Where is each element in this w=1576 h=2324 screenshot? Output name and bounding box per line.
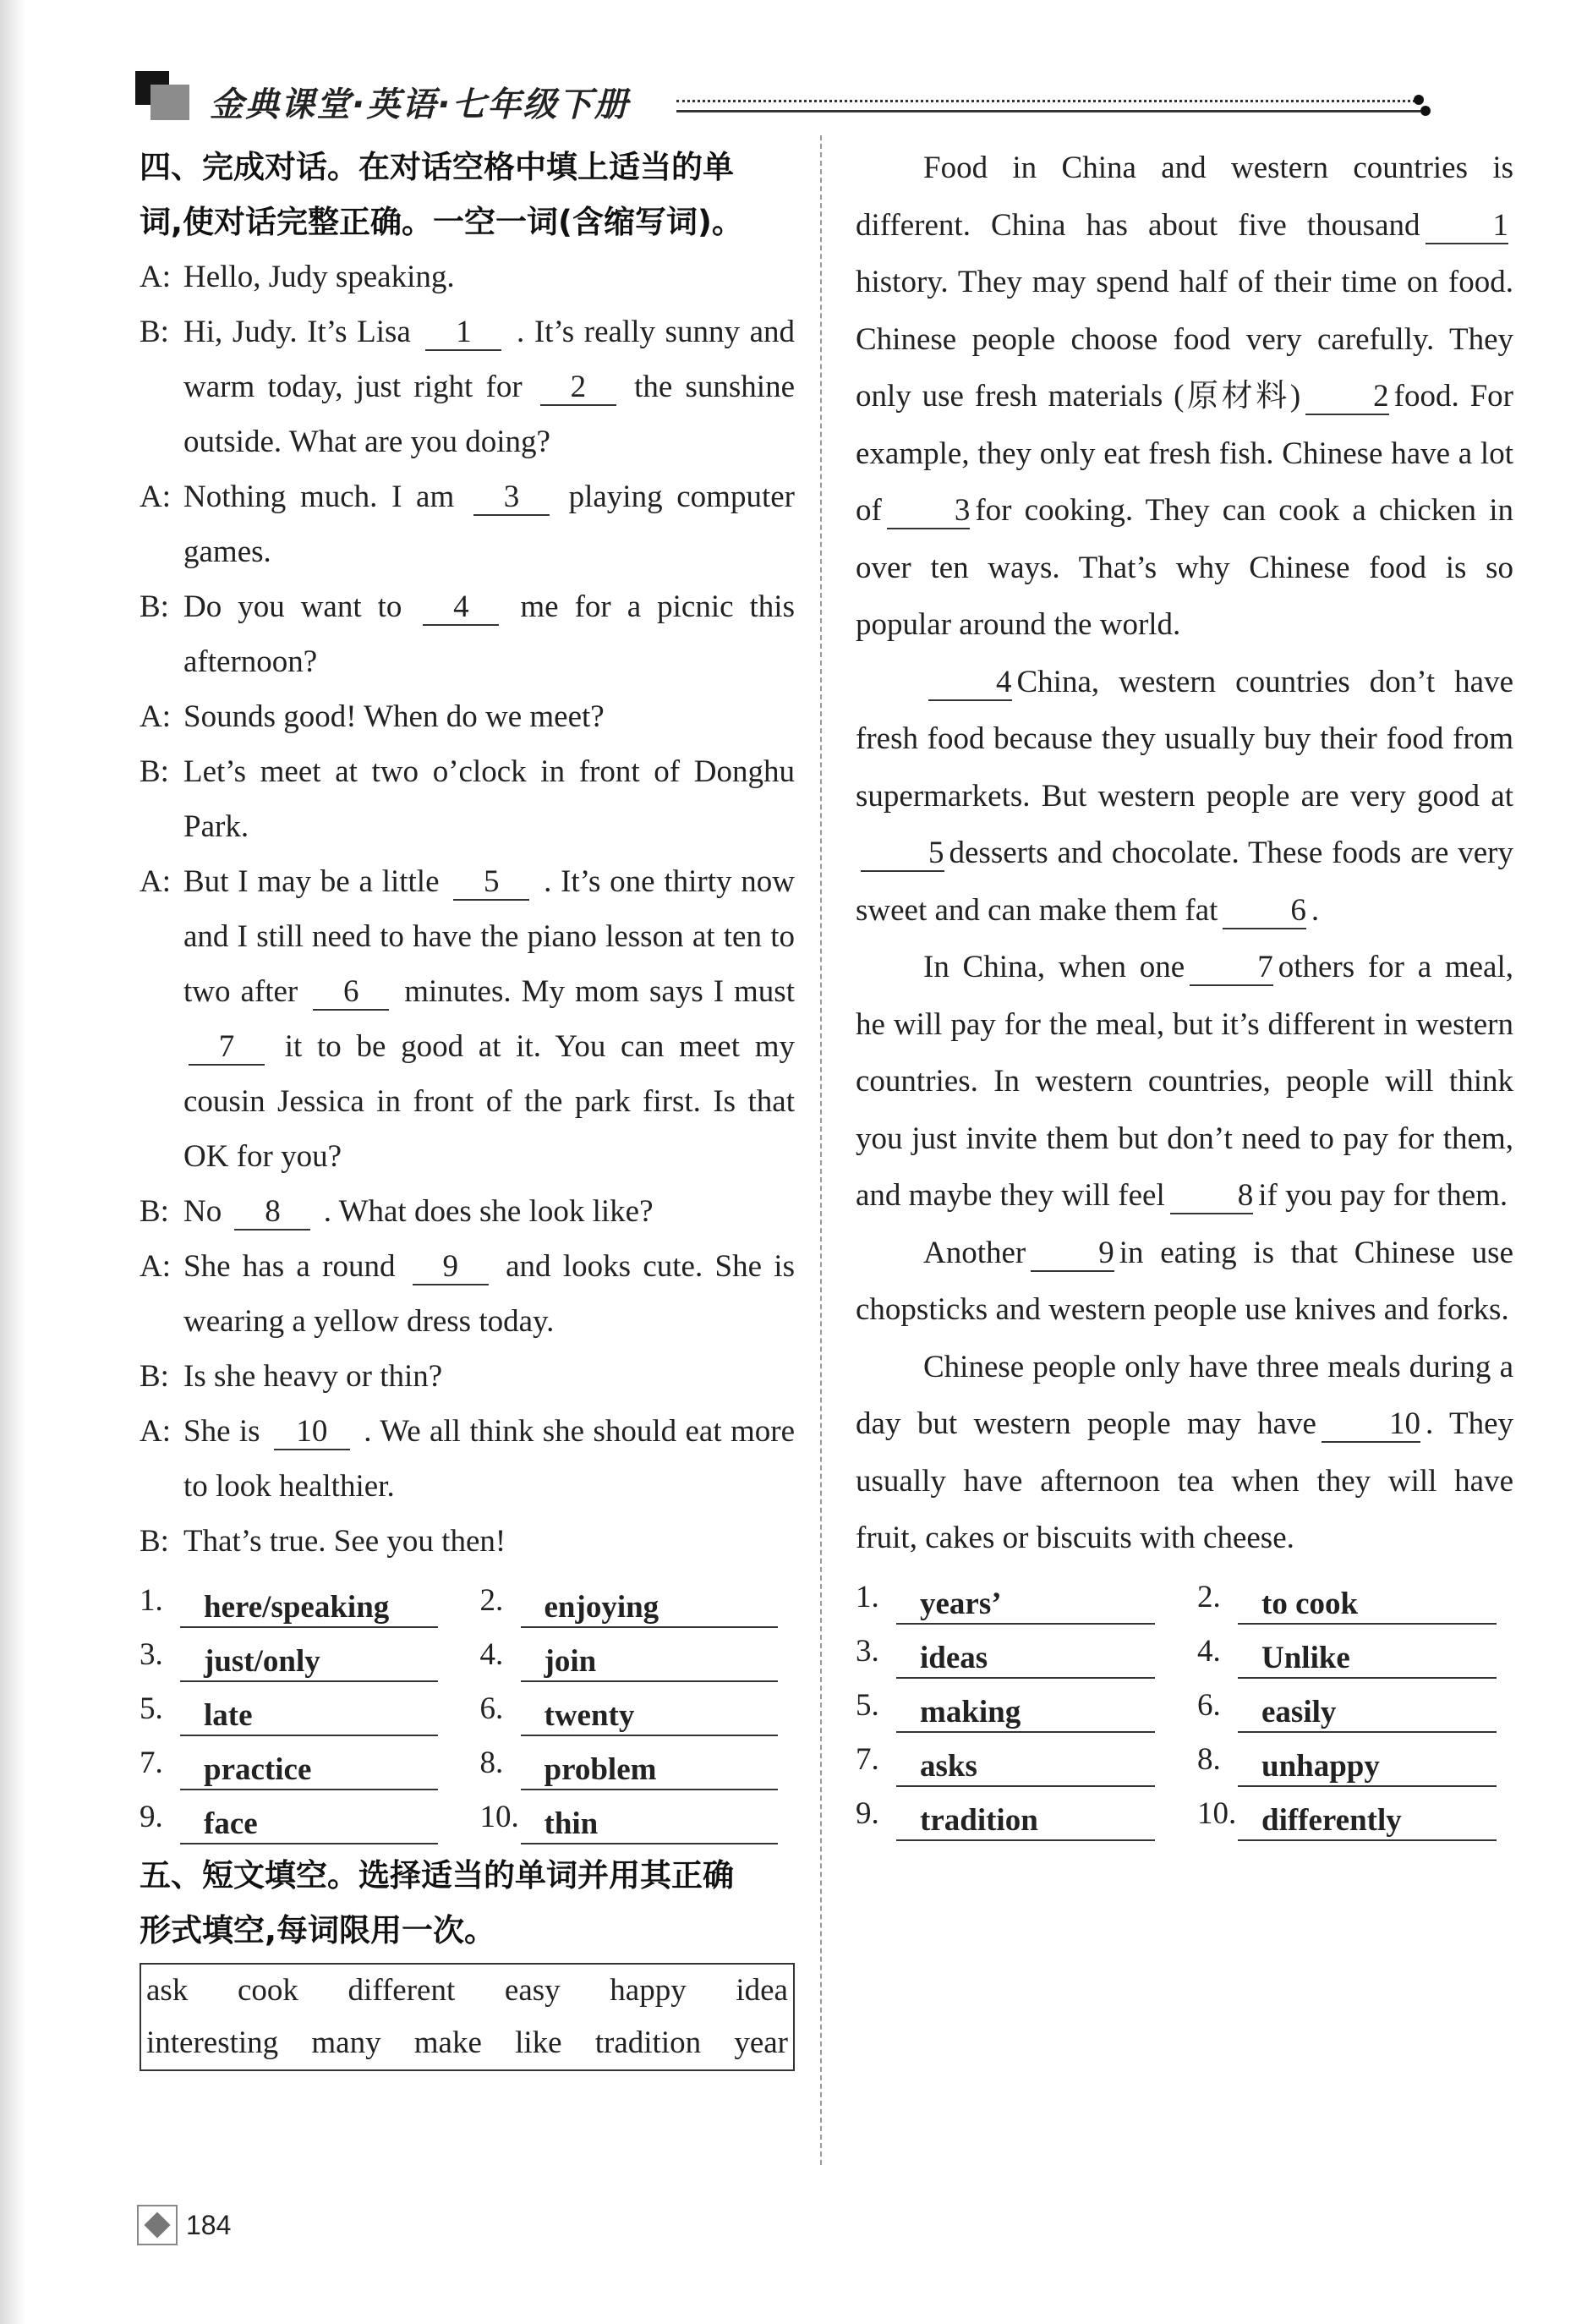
answer-word: twenty bbox=[521, 1697, 779, 1736]
answer-item bbox=[1197, 1625, 1513, 1679]
passage-paragraph bbox=[856, 1225, 1513, 1339]
answer-number: 5. bbox=[140, 1691, 163, 1726]
word-bank-word: ask bbox=[146, 1973, 189, 2008]
answer-number: 3. bbox=[856, 1633, 879, 1669]
passage-text: history. They may spend half of their time on food. Chinese people choose food very carefully. They only use fresh materials (原材料) bbox=[856, 265, 1513, 414]
speaker-label: A: bbox=[140, 480, 171, 514]
dialogue-line bbox=[140, 469, 795, 579]
answer-number: 9. bbox=[140, 1800, 163, 1834]
answer-word: asks bbox=[896, 1748, 1155, 1787]
right-column bbox=[856, 140, 1513, 1841]
answer-number: 3. bbox=[140, 1637, 163, 1672]
answer-item bbox=[140, 1736, 455, 1790]
passage-text: for cooking. They can cook a chicken in over ten ways. That’s why Chinese food is so popular around the world. bbox=[856, 493, 1513, 642]
answer-item bbox=[856, 1679, 1172, 1733]
page-header bbox=[135, 66, 1437, 125]
word-bank-word: like bbox=[515, 2025, 562, 2060]
word-bank-word: cook bbox=[237, 1973, 298, 2008]
dialogue-text: . It’s really sunny and warm today, just right for bbox=[183, 315, 796, 404]
answer-number: 8. bbox=[1197, 1741, 1221, 1777]
passage-text: others for a meal, he will pay for the meal, but it’s different in western countries. In western countries, people will think you just invite them but don’t need to pay for them, and maybe they will feel bbox=[856, 950, 1513, 1213]
blank-number: 5 bbox=[861, 836, 944, 872]
answer-item bbox=[480, 1628, 796, 1682]
answer-word: here/speaking bbox=[180, 1589, 438, 1628]
blank-number: 2 bbox=[1305, 380, 1389, 415]
answer-word: to cook bbox=[1238, 1586, 1497, 1625]
dialogue-text: Hello, Judy speaking. bbox=[183, 260, 455, 294]
word-bank-row-2 bbox=[146, 2017, 788, 2069]
answer-word: differently bbox=[1238, 1802, 1497, 1841]
answer-number: 1. bbox=[856, 1579, 879, 1614]
answer-word: years’ bbox=[896, 1586, 1155, 1625]
passage-text: Food in China and western countries is different. China has about five thousand bbox=[856, 151, 1513, 243]
answer-word: thin bbox=[521, 1806, 779, 1844]
answer-word: just/only bbox=[180, 1643, 438, 1682]
answer-number: 7. bbox=[140, 1746, 163, 1780]
blank-number: 6 bbox=[313, 975, 389, 1011]
header-dotted-rule bbox=[676, 100, 1420, 102]
page-footer bbox=[137, 2205, 231, 2245]
answer-item bbox=[856, 1787, 1172, 1841]
answer-item bbox=[856, 1625, 1172, 1679]
dialogue-text: Do you want to bbox=[183, 589, 419, 624]
dialogue-text: it to be good at it. You can meet my cousin Jessica in front of the park first. Is that OK for you? bbox=[183, 1029, 795, 1174]
word-bank-word: happy bbox=[610, 1973, 687, 2008]
dialogue-text: Sounds good! When do we meet? bbox=[183, 699, 605, 734]
speaker-label: B: bbox=[140, 1524, 169, 1559]
answer-word: practice bbox=[180, 1751, 438, 1790]
word-bank-word: idea bbox=[736, 1973, 788, 2008]
passage-text: desserts and chocolate. These foods are very sweet and can make them fat bbox=[856, 836, 1513, 928]
word-bank-word: interesting bbox=[146, 2025, 279, 2060]
section4-title: 四、完成对话。在对话空格中填上适当的单 词,使对话完整正确。一空一词(含缩写词)。 bbox=[140, 149, 743, 240]
dialogue-text: Nothing much. I am bbox=[183, 480, 468, 514]
header-dot-2 bbox=[1420, 106, 1431, 116]
passage-paragraph bbox=[856, 939, 1513, 1225]
blank-number: 7 bbox=[1190, 951, 1273, 986]
word-bank-word: year bbox=[734, 2025, 788, 2060]
answer-word: ideas bbox=[896, 1640, 1155, 1679]
answer-number: 6. bbox=[1197, 1687, 1221, 1723]
dialogue-line bbox=[140, 854, 795, 1184]
answer-number: 2. bbox=[479, 1583, 504, 1618]
section5-title: 五、短文填空。选择适当的单词并用其正确 形式填空,每词限用一次。 bbox=[140, 1857, 734, 1949]
dialogue-line bbox=[140, 744, 795, 854]
dialogue-text: Is she heavy or thin? bbox=[183, 1359, 443, 1394]
dialogue-line bbox=[140, 1239, 795, 1349]
answer-item bbox=[1197, 1570, 1513, 1625]
page-edge-shade bbox=[0, 0, 25, 2324]
dialogue bbox=[140, 249, 795, 1569]
column-divider bbox=[820, 135, 822, 2165]
header-dot-1 bbox=[1414, 95, 1424, 105]
diamond-icon bbox=[137, 2205, 178, 2245]
answer-number: 6. bbox=[479, 1691, 504, 1726]
series-logo bbox=[135, 71, 194, 120]
answer-item bbox=[480, 1736, 796, 1790]
answer-number: 10. bbox=[479, 1800, 519, 1834]
dialogue-text: me for a picnic this afternoon? bbox=[183, 589, 795, 679]
answer-item bbox=[856, 1570, 1172, 1625]
blank-number: 3 bbox=[473, 480, 550, 516]
answer-word: late bbox=[180, 1697, 438, 1736]
passage-text: China, western countries don’t have fresh food because they usually buy their food from supermarkets. But western people are very good at bbox=[856, 664, 1513, 814]
answer-item bbox=[480, 1682, 796, 1736]
blank-number: 8 bbox=[1170, 1179, 1254, 1214]
word-bank-word: tradition bbox=[594, 2025, 702, 2060]
blank-number: 4 bbox=[928, 666, 1012, 701]
blank-number: 1 bbox=[1426, 209, 1509, 244]
dialogue-text: minutes. My mom says I must bbox=[394, 974, 795, 1009]
header-solid-rule bbox=[676, 110, 1420, 112]
word-bank-word: easy bbox=[504, 1973, 561, 2008]
dialogue-line bbox=[140, 1349, 795, 1404]
dialogue-text: She has a round bbox=[183, 1249, 408, 1284]
blank-number: 6 bbox=[1223, 894, 1306, 929]
answer-item bbox=[856, 1733, 1172, 1787]
series-title: 金典课堂·英语·七年级下册 bbox=[210, 85, 630, 124]
passage bbox=[856, 140, 1513, 1567]
answer-item bbox=[1197, 1733, 1513, 1787]
section5-answers bbox=[856, 1570, 1513, 1841]
left-column bbox=[140, 140, 795, 2071]
answer-number: 10. bbox=[1197, 1795, 1237, 1831]
answer-word: easily bbox=[1238, 1694, 1497, 1733]
speaker-label: A: bbox=[140, 1414, 171, 1449]
dialogue-text: . What does she look like? bbox=[315, 1194, 654, 1229]
passage-text: if you pay for them. bbox=[1258, 1178, 1508, 1213]
answer-number: 7. bbox=[856, 1741, 879, 1777]
dialogue-line bbox=[140, 249, 795, 304]
dialogue-line bbox=[140, 1184, 795, 1239]
answer-number: 4. bbox=[1197, 1633, 1221, 1669]
blank-number: 9 bbox=[1031, 1236, 1114, 1272]
dialogue-line bbox=[140, 579, 795, 689]
blank-number: 7 bbox=[189, 1030, 265, 1066]
answer-number: 8. bbox=[479, 1746, 504, 1780]
section4-answers bbox=[140, 1574, 795, 1844]
blank-number: 1 bbox=[425, 315, 501, 351]
passage-text: Another bbox=[923, 1235, 1026, 1270]
blank-number: 5 bbox=[453, 865, 529, 901]
answer-number: 9. bbox=[856, 1795, 879, 1831]
word-bank-row-1 bbox=[146, 1965, 788, 2017]
blank-number: 10 bbox=[274, 1415, 350, 1450]
answer-word: face bbox=[180, 1806, 438, 1844]
speaker-label: A: bbox=[140, 260, 171, 294]
blank-number: 2 bbox=[540, 370, 616, 406]
passage-text: In China, when one bbox=[923, 950, 1185, 984]
dialogue-text: That’s true. See you then! bbox=[183, 1524, 506, 1559]
speaker-label: A: bbox=[140, 1249, 171, 1284]
answer-number: 2. bbox=[1197, 1579, 1221, 1614]
speaker-label: B: bbox=[140, 754, 169, 789]
answer-word: unhappy bbox=[1238, 1748, 1497, 1787]
dialogue-text: . It’s one thirty now and I still need to have the piano lesson at ten to two after bbox=[183, 864, 795, 1009]
dialogue-text: the sunshine outside. What are you doing? bbox=[183, 370, 795, 459]
dialogue-line bbox=[140, 1514, 795, 1569]
word-bank-word: many bbox=[311, 2025, 381, 2060]
speaker-label: B: bbox=[140, 1194, 169, 1229]
dialogue-text: But I may be a little bbox=[183, 864, 449, 899]
answer-item bbox=[140, 1682, 455, 1736]
speaker-label: B: bbox=[140, 589, 169, 624]
word-bank-word: make bbox=[413, 2025, 482, 2060]
answer-item bbox=[1197, 1679, 1513, 1733]
dialogue-line bbox=[140, 689, 795, 744]
speaker-label: B: bbox=[140, 315, 169, 349]
answer-word: tradition bbox=[896, 1802, 1155, 1841]
passage-text: food. For example, they only eat fresh fish. Chinese have a lot of bbox=[856, 379, 1513, 528]
blank-number: 8 bbox=[234, 1195, 310, 1231]
speaker-label: B: bbox=[140, 1359, 169, 1394]
passage-paragraph bbox=[856, 654, 1513, 940]
speaker-label: A: bbox=[140, 864, 171, 899]
answer-word: enjoying bbox=[521, 1589, 779, 1628]
answer-item bbox=[140, 1574, 455, 1628]
answer-item bbox=[1197, 1787, 1513, 1841]
word-bank-word: different bbox=[347, 1973, 456, 2008]
word-bank bbox=[140, 1963, 795, 2071]
answer-word: Unlike bbox=[1238, 1640, 1497, 1679]
dialogue-text: . We all think she should eat more to look healthier. bbox=[183, 1414, 795, 1504]
dialogue-line bbox=[140, 304, 795, 469]
answer-word: making bbox=[896, 1694, 1155, 1733]
answer-item bbox=[480, 1790, 796, 1844]
answer-item bbox=[140, 1628, 455, 1682]
dialogue-text: playing computer games. bbox=[183, 480, 795, 569]
page-number: 184 bbox=[186, 2209, 232, 2240]
dialogue-text: No bbox=[183, 1194, 230, 1229]
answer-word: problem bbox=[521, 1751, 779, 1790]
answer-number: 5. bbox=[856, 1687, 879, 1723]
passage-text: in eating is that Chinese use chopsticks and western people use knives and forks. bbox=[856, 1235, 1513, 1327]
blank-number: 3 bbox=[887, 494, 971, 529]
dialogue-text: and looks cute. She is wearing a yellow dress today. bbox=[183, 1249, 795, 1339]
dialogue-text: Let’s meet at two o’clock in front of Donghu Park. bbox=[183, 754, 795, 844]
answer-number: 1. bbox=[140, 1583, 163, 1618]
dialogue-line bbox=[140, 1404, 795, 1514]
answer-word: join bbox=[521, 1643, 779, 1682]
answer-item bbox=[480, 1574, 796, 1628]
dialogue-text: She is bbox=[183, 1414, 269, 1449]
answer-number: 4. bbox=[479, 1637, 504, 1672]
passage-text: . bbox=[1311, 892, 1320, 928]
passage-paragraph bbox=[856, 140, 1513, 654]
dialogue-text: Hi, Judy. It’s Lisa bbox=[183, 315, 421, 349]
passage-text: Chinese people only have three meals during a day but western people may have bbox=[856, 1349, 1513, 1441]
speaker-label: A: bbox=[140, 699, 171, 734]
answer-item bbox=[140, 1790, 455, 1844]
passage-paragraph bbox=[856, 1339, 1513, 1567]
passage-text: . They usually have afternoon tea when they will have fruit, cakes or biscuits with cheese. bbox=[856, 1406, 1513, 1555]
blank-number: 9 bbox=[413, 1250, 489, 1285]
blank-number: 10 bbox=[1322, 1407, 1420, 1443]
blank-number: 4 bbox=[423, 590, 499, 626]
